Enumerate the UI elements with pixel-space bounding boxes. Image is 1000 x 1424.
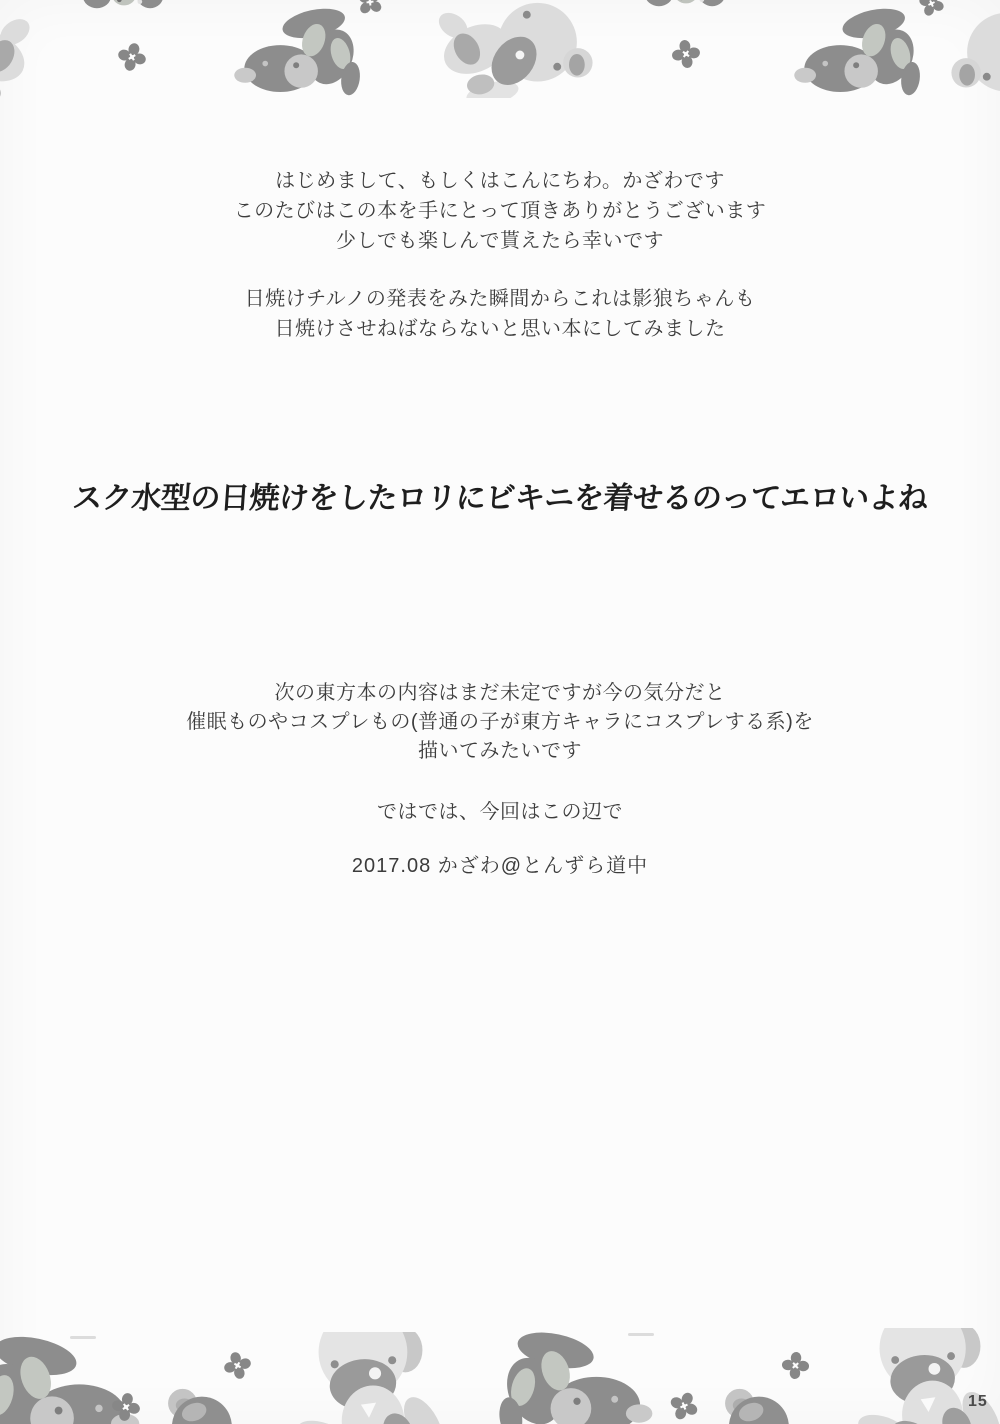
clover-icon: [114, 39, 150, 75]
closing-text: ではでは、今回はこの辺で: [377, 801, 623, 823]
motivation-text: [0, 284, 1000, 344]
dark-tumbling-puppy-icon: [781, 5, 933, 97]
motivation-line: 日焼けさせねばならないと思い本にしてみました: [274, 318, 726, 340]
dark-tumbling-puppy-icon: [492, 1328, 660, 1424]
cutoff-puppy-paws-icon: [82, 0, 166, 15]
sitting-puppy-icon: [294, 1332, 446, 1424]
light-puppy-icon: [0, 4, 37, 98]
next-work-line: 催眠ものやコスプレもの(普通の子が東方キャラにコスプレする系)を: [186, 711, 814, 733]
next-work-line: 描いてみたいです: [418, 740, 582, 762]
clover-icon: [669, 37, 703, 71]
pencil-dash: [628, 1333, 654, 1336]
light-puppy-icon: [942, 8, 1000, 98]
dark-tumbling-puppy-icon: [221, 5, 373, 97]
brush-headline: スク水型の日焼けをしたロリにビキニを着せるのってエロいよね: [71, 481, 929, 516]
cutoff-puppy-paws-icon: [644, 0, 728, 13]
page-number: 15: [968, 1393, 988, 1410]
motivation-line: 日焼けチルノの発表をみた瞬間からこれは影狼ちゃんも: [244, 288, 756, 310]
greeting-line: 少しでも楽しんで貰えたら幸いです: [336, 230, 664, 252]
next-work-line: 次の東方本の内容はまだ未定ですが今の気分だと: [274, 682, 726, 704]
top-decoration-band: [0, 0, 1000, 98]
next-work-text: [0, 679, 1000, 766]
clover-icon: [780, 1350, 811, 1381]
greeting-line: はじめまして、もしくはこんにちわ。かざわです: [275, 170, 725, 192]
signature-text: 2017.08 かざわ@とんずら道中: [351, 855, 649, 877]
peeking-puppy-head-icon: [155, 1384, 243, 1424]
greeting-line: このたびはこの本を手にとって頂きありがとうございます: [233, 200, 767, 222]
greeting-text: [0, 166, 1000, 256]
clover-icon: [664, 1386, 704, 1424]
clover-icon: [109, 1390, 144, 1424]
peeking-puppy-head-icon: [712, 1384, 800, 1424]
bottom-decoration-band: [0, 1326, 1000, 1424]
light-rolling-puppy-icon: [430, 0, 602, 98]
clover-icon: [220, 1348, 255, 1383]
pencil-dash: [70, 1336, 96, 1339]
